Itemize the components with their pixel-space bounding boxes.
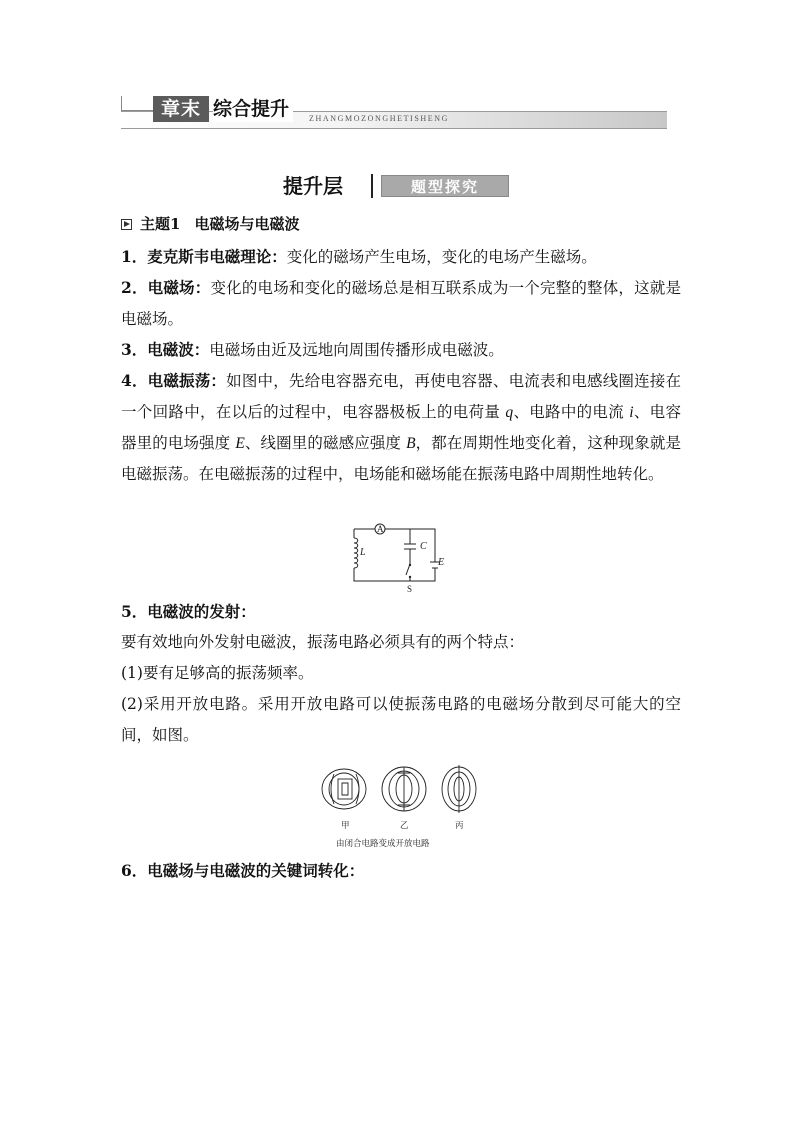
paragraph-lead: 1．麦克斯韦电磁理论： (121, 247, 287, 266)
paragraph-lead: 3．电磁波： (121, 340, 210, 359)
variable-i: i (629, 404, 634, 421)
paragraph-emission (121, 596, 681, 628)
paragraph-oscillation (121, 365, 681, 490)
paragraph-text: 如图中，先给电容器充电，再使电容器、电流表和电感线圈连接在一个回路中，在以后的过程中，电容器极板上的电荷量 (121, 372, 681, 421)
ammeter-label: A (377, 524, 384, 534)
paragraph-text: 变化的磁场产生电场，变化的电场产生磁场。 (286, 248, 597, 266)
section-divider (371, 174, 373, 198)
paragraph-text: 、线圈里的磁感应强度 (244, 434, 402, 452)
figure-caption: 由闭合电路变成开放电路 (336, 839, 430, 849)
topic-heading (121, 213, 299, 235)
paragraph-text: 、电容器里的电场强度 (121, 403, 681, 452)
banner-tag: 章末 (153, 96, 209, 122)
field-pattern-jia (322, 769, 366, 809)
chapter-banner (121, 96, 667, 128)
inductor-label: L (360, 547, 366, 558)
switch-label: S (407, 584, 413, 594)
paragraph-text: (2)采用开放电路。采用开放电路可以使振荡电路的电磁场分散到尽可能大的空间，如图。 (121, 695, 681, 744)
paragraph-text: 、电路中的电流 (513, 403, 625, 421)
variable-E: E (235, 435, 245, 452)
paragraph-condition-2 (121, 689, 681, 751)
paragraph-lead: 6．电磁场与电磁波的关键词转化： (121, 861, 365, 880)
paragraph-maxwell-theory (121, 241, 681, 273)
figure-label-yi: 乙 (400, 821, 409, 831)
figure-label-jia: 甲 (341, 821, 350, 831)
paragraph-emission-conditions (121, 627, 681, 658)
paragraph-electromagnetic-wave (121, 334, 681, 366)
banner-cap-decoration (121, 96, 156, 111)
figure-label-bing: 丙 (455, 821, 464, 831)
battery-label: E (438, 557, 445, 568)
banner-pinyin: ZHANGMOZONGHETISHENG (309, 114, 449, 123)
paragraph-electromagnetic-field (121, 272, 681, 335)
topic-number: 主题1 (140, 215, 181, 233)
variable-q: q (505, 404, 514, 421)
open-circuit-field-diagram (318, 762, 478, 856)
section-title: 提升层 (283, 174, 343, 198)
field-pattern-yi (382, 767, 426, 811)
capacitor-label: C (420, 541, 427, 552)
variable-B: B (406, 435, 416, 452)
lc-circuit-diagram (340, 522, 450, 598)
paragraph-text: (1)要有足够高的振荡频率。 (121, 664, 314, 682)
section-subtitle: 题型探究 (381, 175, 509, 197)
paragraph-text: ，都在周期性地变化着，这种现象就是电磁振荡。在电磁振荡的过程中，电场能和磁场能在振荡电路中周期性地转化。 (121, 434, 681, 483)
paragraph-condition-1 (121, 658, 681, 689)
paragraph-lead: 4．电磁振荡： (121, 371, 227, 390)
paragraph-lead: 2．电磁场： (121, 278, 211, 297)
paragraph-keyword-conversion (121, 855, 681, 887)
paragraph-text: 变化的电场和变化的磁场总是相互联系成为一个完整的整体，这就是电磁场。 (121, 279, 681, 328)
play-triangle-icon (121, 219, 132, 230)
topic-title: 电磁场与电磁波 (194, 215, 300, 233)
field-pattern-bing (442, 765, 476, 813)
banner-title: 综合提升 (213, 96, 293, 122)
paragraph-text: 要有效地向外发射电磁波，振荡电路必须具有的两个特点： (121, 633, 525, 651)
paragraph-lead: 5．电磁波的发射： (121, 602, 256, 621)
paragraph-text: 电磁场由近及远地向周围传播形成电磁波。 (209, 341, 504, 359)
